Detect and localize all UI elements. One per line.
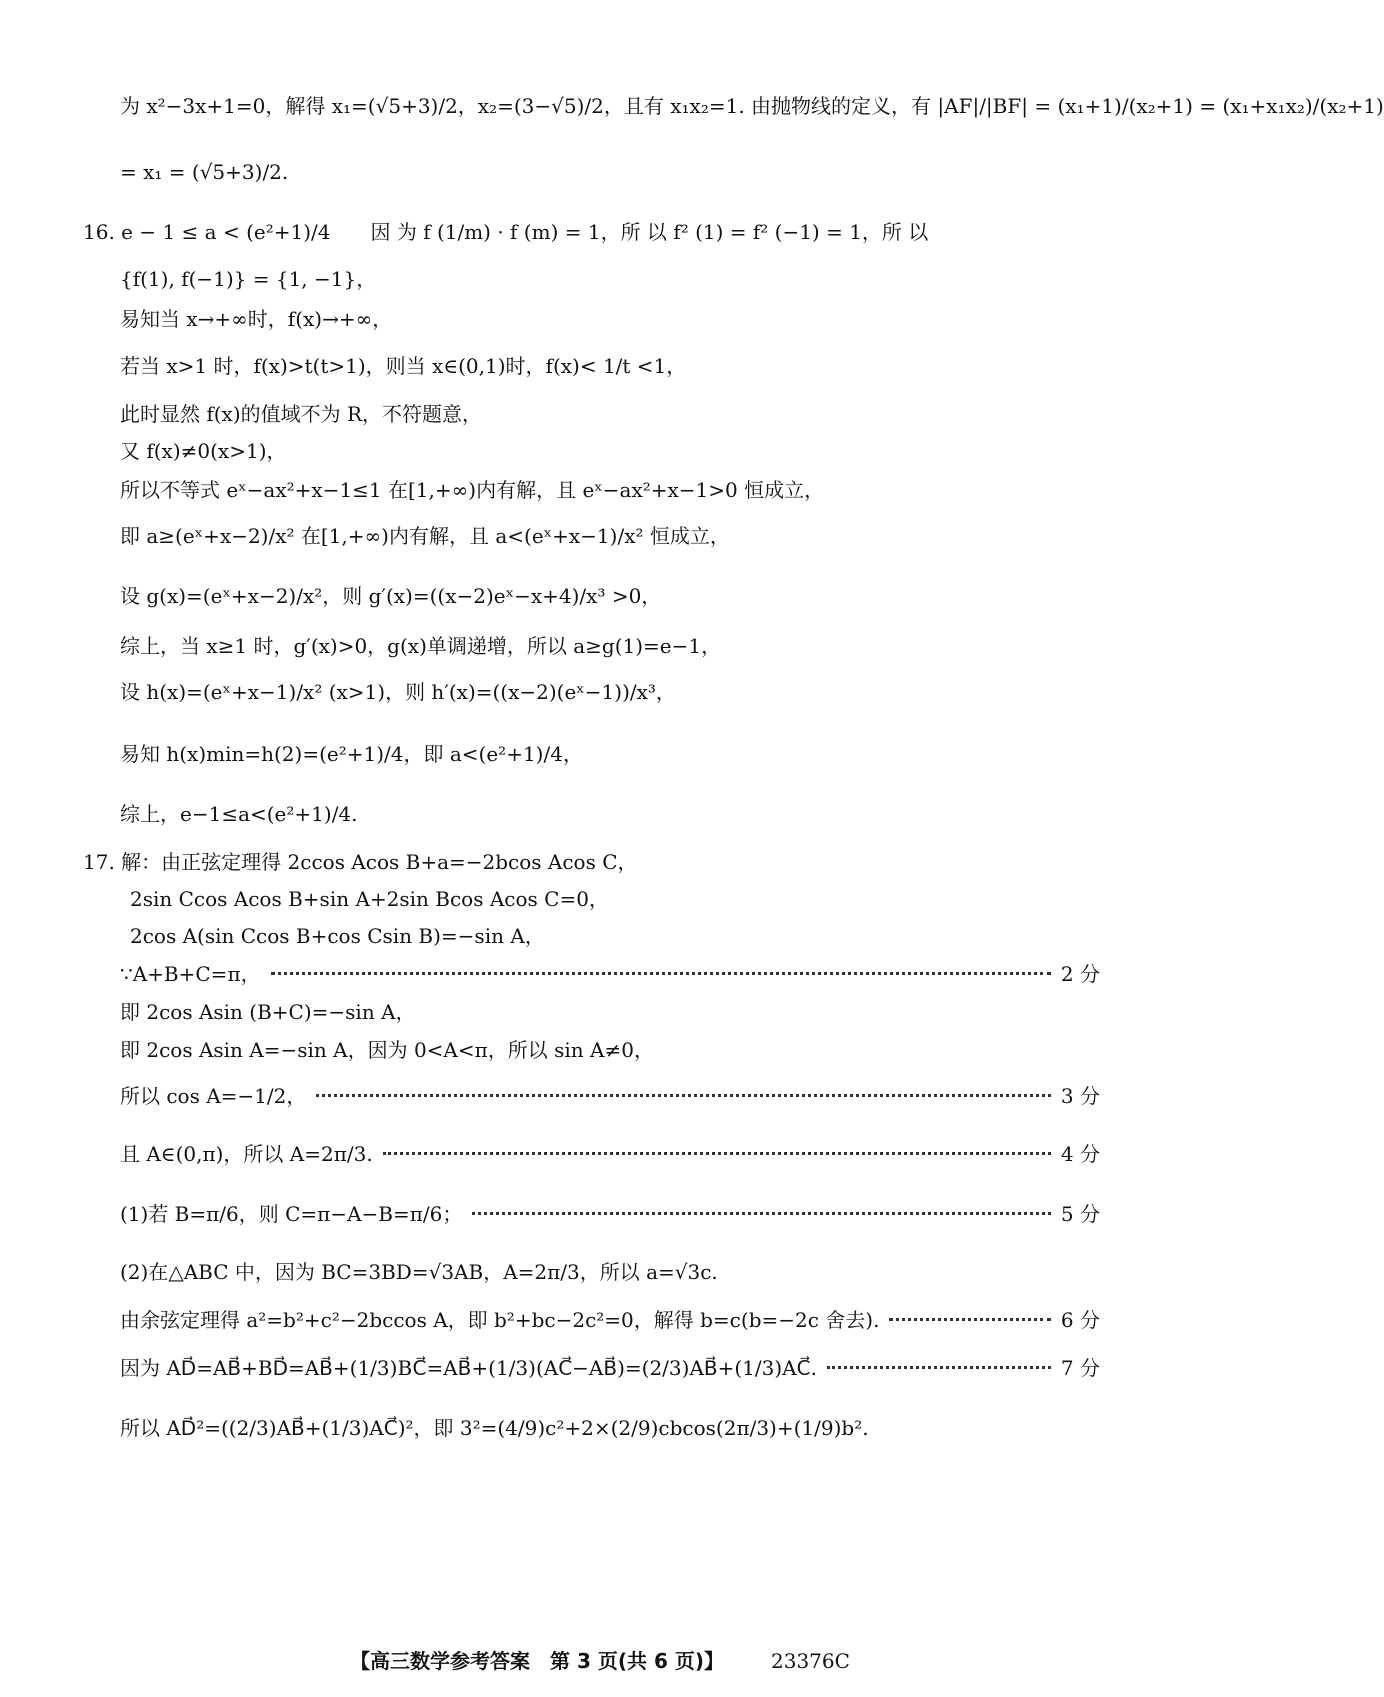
step-text: 由余弦定理得 a²=b²+c²−2bccos A，即 b²+bc−2c²=0，解得 b=c(b=−2c 舍去).	[120, 1308, 880, 1332]
text-line: {f(1), f(−1)} = {1, −1}，	[120, 267, 377, 291]
question-17-header: 17. 解：由正弦定理得 2ccos Acos B+a=−2bcos Acos C，	[83, 850, 638, 874]
dot-leader	[827, 1366, 1051, 1369]
text-line: 所以不等式 eˣ−ax²+x−1≤1 在[1,+∞)内有解，且 eˣ−ax²+x−1>0 恒成立，	[120, 478, 825, 502]
text-line: 易知 h(x)min=h(2)=(e²+1)/4，即 a<(e²+1)/4，	[120, 742, 583, 766]
text-line: 即 a≥(eˣ+x−2)/x² 在[1,+∞)内有解，且 a<(eˣ+x−1)/x² 恒成立，	[120, 524, 730, 548]
dot-leader	[316, 1094, 1051, 1097]
text-line: 综上，当 x≥1 时，g′(x)>0，g(x)单调递增，所以 a≥g(1)=e−1，	[120, 634, 722, 658]
scored-line	[120, 1354, 1100, 1382]
scored-line	[120, 1140, 1100, 1168]
step-text: 所以 cos A=−1/2，	[120, 1084, 307, 1108]
dot-leader	[271, 972, 1051, 975]
text-line: (2)在△ABC 中，因为 BC=3BD=√3AB，A=2π/3，所以 a=√3c.	[120, 1260, 718, 1284]
text-line: 2cos A(sin Ccos B+cos Csin B)=−sin A，	[130, 924, 545, 948]
scored-line	[120, 1306, 1100, 1334]
score-label: 3 分	[1060, 1084, 1100, 1108]
score-label: 7 分	[1060, 1356, 1100, 1380]
step-text: ∵A+B+C=π，	[120, 962, 261, 986]
text-line: 设 g(x)=(eˣ+x−2)/x²，则 g′(x)=((x−2)eˣ−x+4)/x³ >0，	[120, 584, 662, 608]
text-line: 为 x²−3x+1=0，解得 x₁=(√5+3)/2，x₂=(3−√5)/2，且有 x₁x₂=1. 由抛物线的定义，有 |AF|/|BF| = (x₁+1)/(x₂+1) = (x₁+x₁x₂)/(x₂+1)	[120, 94, 1384, 118]
dot-leader	[472, 1212, 1051, 1215]
dot-leader	[889, 1318, 1050, 1321]
text-line: 又 f(x)≠0(x>1)，	[120, 439, 287, 463]
score-label: 2 分	[1060, 962, 1100, 986]
step-text: 因为 AD⃗=AB⃗+BD⃗=AB⃗+(1/3)BC⃗=AB⃗+(1/3)(AC⃗−AB⃗)=(2/3)AB⃗+(1/3)AC⃗.	[120, 1356, 817, 1380]
dot-leader	[383, 1152, 1051, 1155]
footer-code: 23376C	[771, 1649, 850, 1673]
text-line: 即 2cos Asin A=−sin A，因为 0<A<π，所以 sin A≠0，	[120, 1038, 654, 1062]
text-line: 2sin Ccos Acos B+sin A+2sin Bcos Acos C=0，	[130, 887, 609, 911]
text-line: 设 h(x)=(eˣ+x−1)/x² (x>1)，则 h′(x)=((x−2)(eˣ−1))/x³，	[120, 680, 676, 704]
text-line: 易知当 x→+∞时，f(x)→+∞，	[120, 307, 393, 331]
scored-line	[120, 960, 1100, 988]
page-footer	[0, 1645, 1200, 1674]
scored-line	[120, 1200, 1100, 1228]
step-text: (1)若 B=π/6，则 C=π−A−B=π/6；	[120, 1202, 463, 1226]
scored-line	[120, 1082, 1100, 1110]
text-line: = x₁ = (√5+3)/2.	[120, 160, 289, 184]
score-label: 4 分	[1060, 1142, 1100, 1166]
text-line: 综上，e−1≤a<(e²+1)/4.	[120, 802, 358, 826]
text-line: 此时显然 f(x)的值域不为 R，不符题意，	[120, 402, 483, 426]
score-label: 5 分	[1060, 1202, 1100, 1226]
text-line: 若当 x>1 时，f(x)>t(t>1)，则当 x∈(0,1)时，f(x)< 1/t <1，	[120, 354, 687, 378]
step-text: 且 A∈(0,π)，所以 A=2π/3.	[120, 1142, 373, 1166]
text-line: 即 2cos Asin (B+C)=−sin A，	[120, 1000, 416, 1024]
text-line: 所以 AD⃗²=((2/3)AB⃗+(1/3)AC⃗)²，即 3²=(4/9)c²+2×(2/9)cbcos(2π/3)+(1/9)b².	[120, 1416, 869, 1440]
footer-title: 【高三数学参考答案 第 3 页(共 6 页)】	[350, 1649, 725, 1673]
question-16-header: 16. e − 1 ≤ a < (e²+1)/4 因 为 f (1/m) · f (m) = 1，所 以 f² (1) = f² (−1) = 1，所 以	[83, 220, 929, 244]
score-label: 6 分	[1060, 1308, 1100, 1332]
